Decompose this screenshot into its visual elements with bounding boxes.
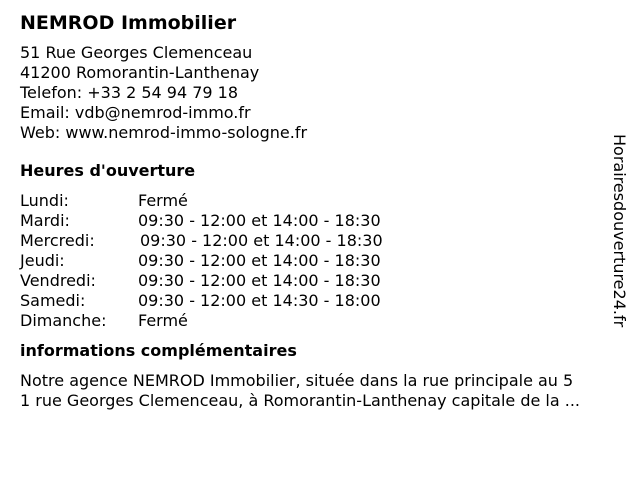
additional-info-line-2: 1 rue Georges Clemenceau, à Romorantin-Lanthenay capitale de la ...	[20, 391, 581, 410]
hours-day-sunday: Dimanche:	[20, 311, 107, 330]
hours-day-monday: Lundi:	[20, 191, 69, 210]
additional-info-line-1: Notre agence NEMROD Immobilier, située dans la rue principale au 5	[20, 371, 574, 390]
hours-row-friday	[20, 271, 620, 291]
hours-row-tuesday	[20, 211, 620, 231]
hours-day-wednesday: Mercredi:	[20, 231, 95, 250]
hours-row-wednesday	[20, 231, 620, 251]
phone-line[interactable]: Telefon: +33 2 54 94 79 18	[20, 83, 239, 102]
hours-day-friday: Vendredi:	[20, 271, 96, 290]
hours-time-tuesday: 09:30 - 12:00 et 14:00 - 18:30	[138, 211, 381, 230]
watermark-text: Horairesdouverture24.fr	[610, 134, 629, 328]
email-line[interactable]: Email: vdb@nemrod-immo.fr	[20, 103, 251, 122]
hours-time-saturday: 09:30 - 12:00 et 14:30 - 18:00	[138, 291, 381, 310]
business-card	[20, 10, 620, 411]
hours-time-monday: Fermé	[138, 191, 188, 210]
opening-hours-heading: Heures d'ouverture	[20, 161, 196, 180]
hours-day-tuesday: Mardi:	[20, 211, 70, 230]
web-line[interactable]: Web: www.nemrod-immo-sologne.fr	[20, 123, 308, 142]
opening-hours-table	[20, 191, 620, 331]
hours-row-monday	[20, 191, 620, 211]
additional-info-heading: informations complémentaires	[20, 341, 297, 360]
hours-day-saturday: Samedi:	[20, 291, 86, 310]
hours-row-saturday	[20, 291, 620, 311]
hours-time-friday: 09:30 - 12:00 et 14:00 - 18:30	[138, 271, 381, 290]
hours-day-thursday: Jeudi:	[20, 251, 65, 270]
address-line-1: 51 Rue Georges Clemenceau	[20, 43, 253, 62]
hours-row-thursday	[20, 251, 620, 271]
hours-time-sunday: Fermé	[138, 311, 188, 330]
business-name: NEMROD Immobilier	[20, 12, 237, 34]
hours-time-wednesday: 09:30 - 12:00 et 14:00 - 18:30	[140, 231, 383, 250]
hours-time-thursday: 09:30 - 12:00 et 14:00 - 18:30	[138, 251, 381, 270]
address-line-2: 41200 Romorantin-Lanthenay	[20, 63, 260, 82]
hours-row-sunday	[20, 311, 620, 331]
